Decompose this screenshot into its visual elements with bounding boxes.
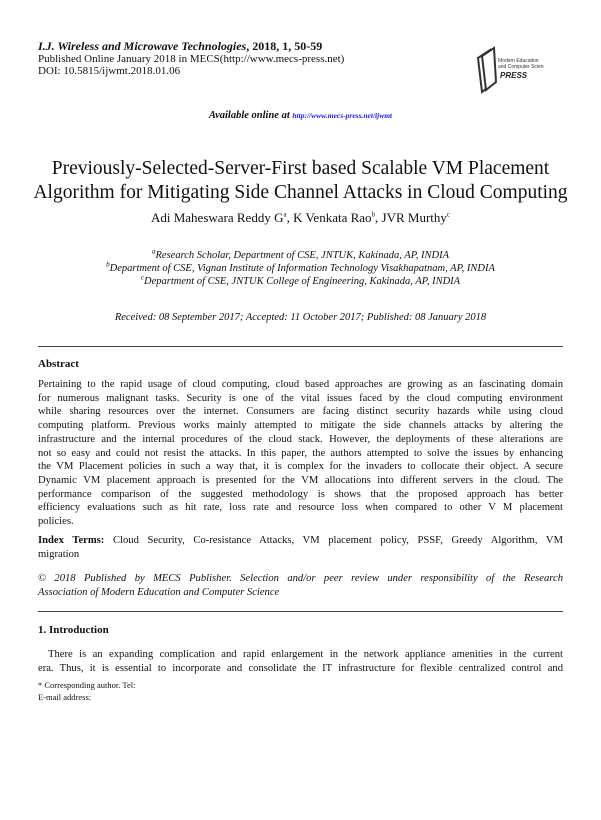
affiliation: $^b$Department of CSE, Vignan Institute of Information Technology Visakhapatnam, AP, INDIA — [106, 260, 495, 274]
author: JVR Murthy$^c$ — [381, 210, 451, 225]
text-line: © 2018 Published by MECS Publisher. Selection and/or peer review under responsibility of the Research — [38, 573, 563, 584]
dates: Received: 08 September 2017; Accepted: 11 October 2017; Published: 08 January 2018 — [114, 312, 487, 323]
index-terms-label: Index Terms: — [38, 535, 105, 546]
text-line: Cloud Security, Co-resistance Attacks, VM placement policy, PSSF, Greedy Algorithm, VM — [104, 535, 563, 546]
introduction-body — [38, 648, 563, 675]
abstract-heading: Abstract — [38, 358, 79, 370]
svg-text:PRESS: PRESS — [500, 71, 528, 80]
text-line: migration — [38, 548, 80, 560]
text-line: computing platform. Previous works mainly attempted to mitigate the side channels attacks by altering the — [38, 420, 563, 432]
journal-name: I.J. Wireless and Microwave Technologies — [38, 39, 247, 53]
introduction-heading: 1. Introduction — [38, 624, 109, 636]
text-line: Dynamic VM placement approach is presented for the VM allocations into different servers in the cloud. The — [38, 474, 563, 486]
title-line: Previously-Selected-Server-First based Scalable VM Placement — [51, 158, 550, 179]
paper-title — [0, 157, 601, 205]
journal-header — [38, 40, 344, 78]
doi: DOI: 10.5815/ijwmt.2018.01.06 — [38, 65, 181, 77]
text-line: performance comparison of the suggested methodology is shows that the proposed approach has better — [38, 488, 563, 500]
authors — [0, 210, 601, 226]
affiliations — [0, 249, 601, 288]
text-line: Pertaining to the rapid usage of cloud computing, cloud based approaches are growing as an fascinating domain — [38, 379, 563, 390]
svg-text:and Computer Science: and Computer Science — [498, 64, 544, 70]
text-line: There is an expanding complication and rapid enlargement in the network appliance amenities in the current — [48, 649, 563, 660]
index-terms — [38, 534, 563, 561]
footnote — [38, 679, 135, 703]
available-label: Available online at — [208, 110, 293, 121]
author: K Venkata Rao$^b$, — [293, 210, 382, 225]
author: Adi Maheswara Reddy $G^a$, — [150, 210, 294, 225]
svg-text:Modern Education: Modern Education — [498, 58, 539, 64]
email-address: E-mail address: — [38, 692, 92, 702]
title-line: Algorithm for Mitigating Side Channel Attacks in Cloud Computing — [33, 182, 568, 203]
journal-volume: , 2018, 1, 50-59 — [246, 39, 323, 53]
journal-url-link[interactable]: http://www.mecs-press.net/ijwmt — [292, 111, 393, 120]
available-online — [0, 110, 601, 121]
corresponding-author: * Corresponding author. Tel: — [38, 680, 136, 690]
affiliation: $^a$Research Scholar, Department of CSE, JNTUK, Kakinada, AP, INDIA — [152, 247, 449, 261]
text-line: infrastructure and the internal procedures of the cloud stack. However, the deployments of these alterations are — [38, 433, 563, 445]
text-line: efficiency evaluations such as hit rate, loss rate and resource loss when compared to other V M placement — [38, 502, 563, 514]
text-line: not so easy and could not resist the attacks. In this paper, the authors attempted to solve the issues by enhancing — [38, 447, 563, 459]
text-line: policies. — [38, 516, 74, 528]
published-online: Published Online January 2018 in MECS(http://www.mecs-press.net) — [38, 52, 345, 65]
mecs-press-logo — [474, 44, 544, 94]
text-line: the VM Placement policies in such a way that, it is complex for the invaders to collocate their object. A secure — [38, 461, 563, 473]
text-line: Association of Modern Education and Computer Science — [38, 586, 280, 598]
affiliation: $^c$Department of CSE, JNTUK College of Engineering, Kakinada, AP, INDIA — [140, 273, 461, 287]
copyright — [38, 572, 563, 599]
abstract-body — [38, 378, 563, 529]
text-line: while sharing resources over the internet. Consumers are facing distinct security hazards while using cloud — [38, 406, 563, 418]
divider — [38, 346, 563, 347]
text-line: era. Thus, it is essential to incorporate and consolidate the IT infrastructure for flexible centralized control and — [38, 662, 563, 674]
text-line: for numerous malignant tasks. Security is one of the vital issues faced by the cloud computing environment — [38, 392, 563, 404]
divider — [38, 611, 563, 612]
